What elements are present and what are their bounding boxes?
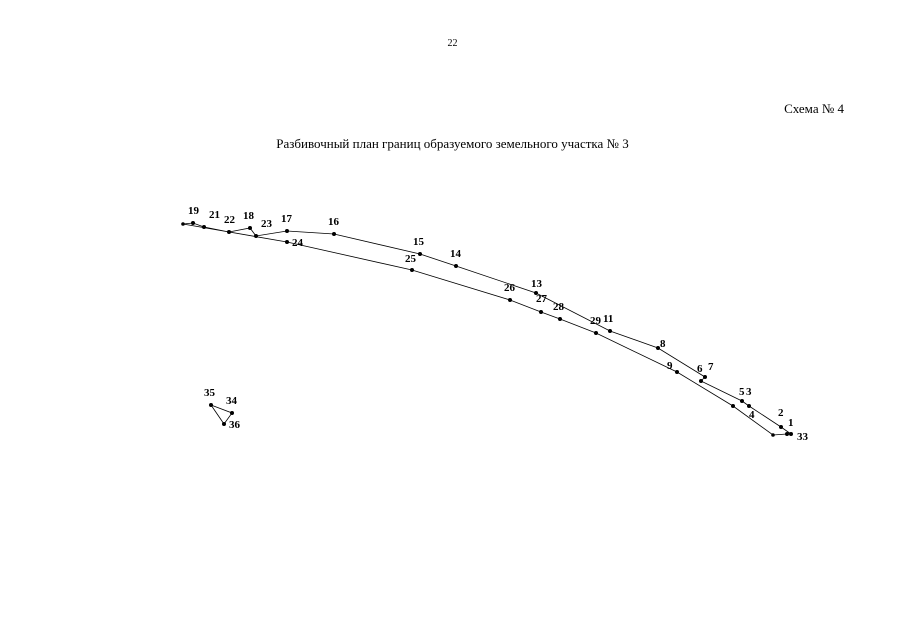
point-label-1: 1 [788,417,794,429]
point-label-7: 7 [708,361,714,373]
boundary-vertex-28 [558,317,562,321]
point-label-25: 25 [405,253,416,265]
point-label-34: 34 [226,395,237,407]
main-plot-boundary-line [183,223,791,435]
boundary-lines [183,223,791,435]
boundary-vertex-24 [285,240,289,244]
point-label-2: 2 [778,407,784,419]
point-label-9: 9 [667,360,673,372]
boundary-points [181,221,793,437]
boundary-vertex-9 [675,370,679,374]
boundary-vertex-corner [771,433,775,437]
boundary-vertex-19 [191,221,195,225]
point-label-14: 14 [450,248,461,260]
point-label-15: 15 [413,236,424,248]
point-label-11: 11 [603,313,614,325]
point-label-23: 23 [261,218,272,230]
boundary-vertex-17 [285,229,289,233]
point-label-35: 35 [204,387,215,399]
boundary-vertex-33 [785,432,789,436]
point-label-5: 5 [739,386,745,398]
point-label-8: 8 [660,338,666,350]
boundary-vertex-6 [699,379,703,383]
point-label-26: 26 [504,282,515,294]
boundary-vertex-29 [594,331,598,335]
boundary-vertex-18 [248,226,252,230]
point-label-22: 22 [224,214,235,226]
point-label-28: 28 [553,301,564,313]
boundary-vertex-25 [410,268,414,272]
boundary-vertex-26 [508,298,512,302]
boundary-vertex-7 [703,375,707,379]
point-label-24: 24 [292,237,303,249]
point-label-33: 33 [797,431,808,443]
boundary-vertex-14 [454,264,458,268]
boundary-vertex-11 [608,329,612,333]
boundary-vertex-5 [740,399,744,403]
point-label-4: 4 [749,409,755,421]
boundary-vertex-4 [731,404,735,408]
boundary-vertex-2 [779,425,783,429]
scheme-label: Схема № 4 [784,101,844,116]
plan-title: Разбивочный план границ образуемого земельного участка № 3 [276,136,629,151]
point-label-13: 13 [531,278,542,290]
boundary-vertex-36 [222,422,226,426]
point-label-6: 6 [697,363,703,375]
boundary-vertex-23 [254,234,258,238]
boundary-vertex-34 [230,411,234,415]
boundary-vertex-27 [539,310,543,314]
boundary-vertex-22 [227,230,231,234]
boundary-vertex-corner [181,222,185,226]
point-label-21: 21 [209,209,220,221]
boundary-vertex-35 [209,403,213,407]
boundary-vertex-3 [747,404,751,408]
boundary-vertex-15 [418,252,422,256]
boundary-vertex-1 [789,432,793,436]
point-label-17: 17 [281,213,292,225]
point-label-3: 3 [746,386,752,398]
boundary-vertex-21 [202,225,206,229]
point-label-16: 16 [328,216,339,228]
point-label-19: 19 [188,205,199,217]
boundary-vertex-16 [332,232,336,236]
point-label-29: 29 [590,315,601,327]
point-label-18: 18 [243,210,254,222]
page-number: 22 [447,38,458,49]
point-label-27: 27 [536,293,547,305]
point-label-36: 36 [229,419,240,431]
